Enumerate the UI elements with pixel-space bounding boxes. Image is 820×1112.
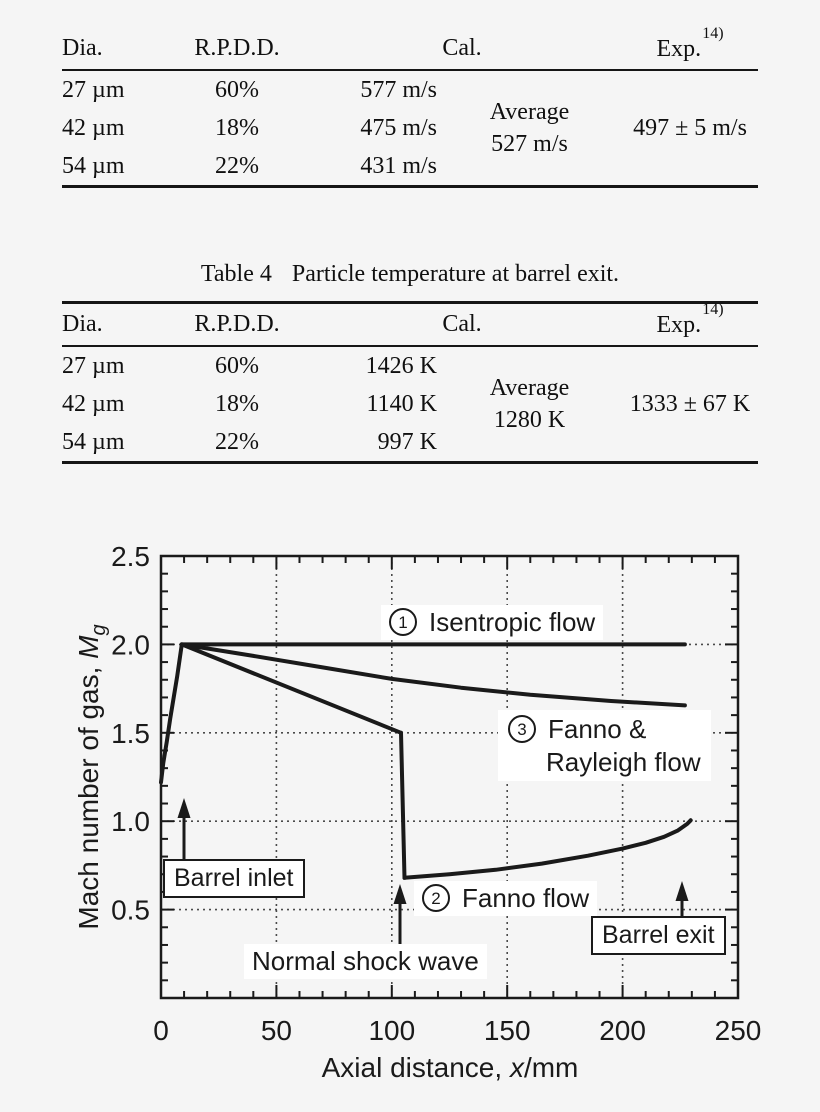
cell-average [437,70,622,187]
col-header-cal: Cal. [442,311,482,337]
y-tick-label: 1.5 [111,717,150,749]
label-fanno-rayleigh-flow [498,710,711,781]
fanno-flow-text: Fanno flow [462,883,590,913]
fanno-rayleigh-text1: Fanno & [548,714,647,744]
label-normal-shock-wave [244,944,487,979]
barrel-inlet-arrow [178,798,191,860]
series-fanno-flow-postshock [405,820,691,878]
x-tick-label: 200 [599,1015,646,1046]
cell-cal: 1140 K [366,390,437,417]
cell-rpdd: 18% [215,114,259,141]
normal-shock-arrow [394,884,407,948]
series-normal-shock-drop [401,733,405,878]
cell-cal: 431 m/s [360,152,437,179]
y-tick-label: 2.0 [111,629,150,661]
exp-label: Exp. [656,36,702,62]
average-label: Average [489,98,570,125]
table-header-row [62,28,758,70]
cell-dia: 54 µm [62,428,125,455]
average-value: 527 m/s [491,131,568,157]
normal-shock-text: Normal shock wave [252,946,479,976]
series-barrel-inlet-rise [161,644,182,782]
col-header-exp [622,25,758,70]
cell-exp-value: 1333 ± 67 K [629,390,751,417]
label-fanno-flow [414,881,597,916]
cell-rpdd: 22% [215,428,259,455]
y-tick-label: 1.0 [111,806,150,838]
cell-cal: 1426 K [365,352,437,379]
table-row [62,346,758,385]
col-header-dia: Dia. [62,311,103,337]
cell-rpdd: 18% [215,390,259,417]
cell-dia: 42 µm [62,390,125,417]
table4-caption-label: Table 4 [200,261,272,287]
cell-dia: 27 µm [62,76,125,103]
exp-reference-sup: 14) [702,25,724,42]
x-axis-title: Axial distance, x/mm [321,1052,579,1083]
col-header-cal: Cal. [442,35,482,61]
cell-cal: 475 m/s [360,114,437,141]
x-tick-label: 50 [260,1015,292,1046]
average-value: 1280 K [493,407,566,433]
y-tick-label: 0.5 [111,894,150,926]
exp-reference-sup: 14) [702,301,724,318]
cell-dia: 54 µm [62,152,125,179]
isentropic-flow-text: Isentropic flow [429,607,596,637]
cell-dia: 42 µm [62,114,125,141]
series-fanno-flow-preshock [182,644,401,732]
table-header-row [62,303,758,347]
cell-rpdd: 60% [215,76,259,103]
cell-average [437,346,622,463]
table-row [62,70,758,109]
barrel-inlet-text: Barrel inlet [174,864,294,892]
average-label: Average [489,374,570,401]
cell-rpdd: 22% [215,152,259,179]
x-tick-label: 100 [368,1015,416,1046]
barrel-exit-box [591,916,726,955]
circled-2-icon: 2 [422,884,450,912]
x-tick-label: 0 [153,1015,169,1046]
y-tick-label: 2.5 [111,541,150,572]
barrel-exit-text: Barrel exit [602,921,715,949]
cell-rpdd: 60% [215,352,259,379]
col-header-dia: Dia. [62,35,103,61]
barrel-inlet-box [163,859,305,898]
exp-label: Exp. [656,312,702,338]
barrel-exit-arrow [676,881,689,918]
cell-cal: 997 K [377,428,437,455]
x-tick-label: 250 [714,1015,762,1046]
table4-caption [62,261,758,288]
col-header-exp [622,303,758,347]
y-axis-title: Mach number of gas, $M_g$ [73,624,110,930]
label-isentropic-flow [381,605,603,640]
table4-caption-text: Particle temperature at barrel exit. [291,261,620,287]
fanno-rayleigh-line1 [508,714,646,745]
cell-cal: 577 m/s [360,76,437,103]
fanno-rayleigh-text2: Rayleigh flow [546,746,701,777]
col-header-rpdd: R.P.D.D. [194,311,280,337]
circled-3-icon: 3 [508,715,536,743]
particle-temperature-table [62,301,758,464]
mach-number-chart [0,530,820,1112]
cell-exp-value: 497 ± 5 m/s [633,114,747,141]
cell-dia: 27 µm [62,352,125,379]
circled-1-icon: 1 [389,608,417,636]
particle-velocity-table [62,25,758,188]
fanno-rayleigh-line2 [508,747,701,778]
col-header-rpdd: R.P.D.D. [194,35,280,61]
x-tick-label: 150 [483,1015,531,1046]
